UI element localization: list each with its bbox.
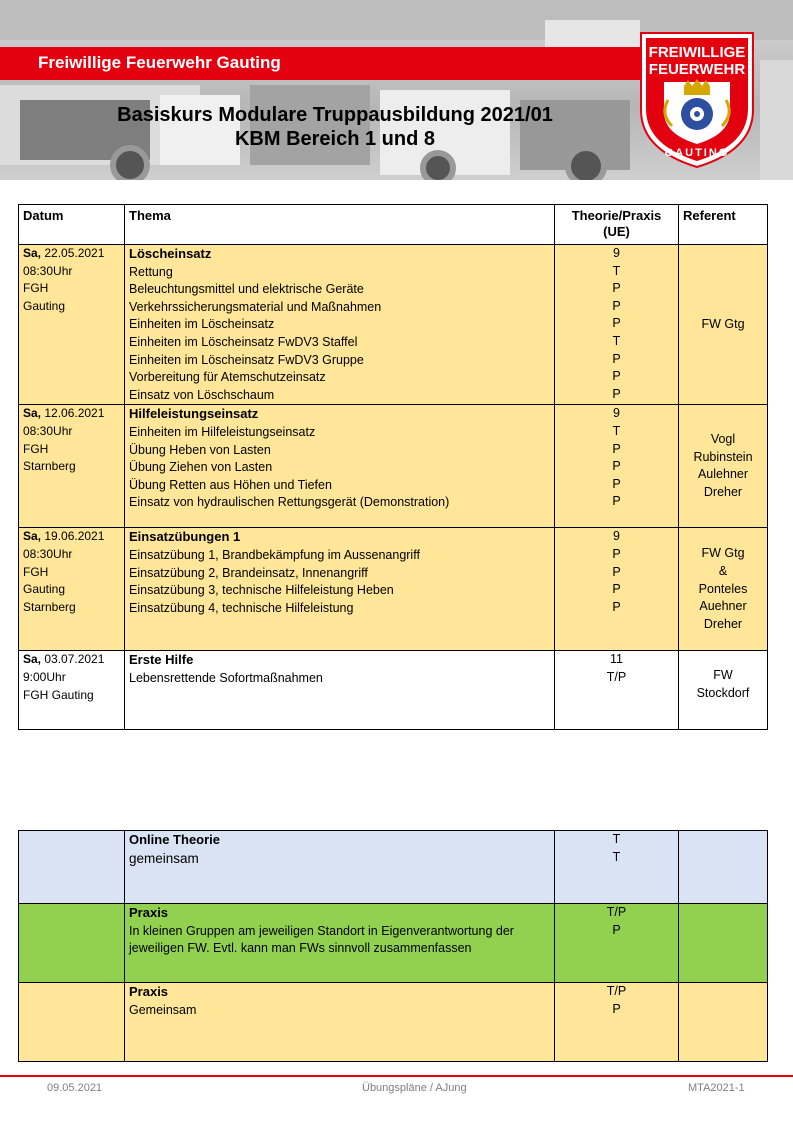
footer-date: 09.05.2021: [47, 1082, 103, 1094]
session-referent-cell: [679, 651, 768, 730]
session-tp-cell: [555, 405, 679, 528]
legend-title: Online Theorie: [129, 832, 221, 847]
referent-name: Auehner: [699, 599, 747, 614]
topic-item: Verkehrssicherungsmaterial und Maßnahmen: [129, 299, 382, 314]
session-place: Gauting: [23, 582, 66, 597]
session-date: 19.06.2021: [41, 529, 105, 544]
session-tp-cell: [555, 245, 679, 405]
session-ue: 11: [610, 652, 623, 667]
footer-doc-id: MTA2021-1: [688, 1082, 745, 1094]
topic-item: Beleuchtungsmittel und elektrische Geräte: [129, 282, 364, 297]
header-tp-line2: (UE): [603, 224, 630, 239]
legend-title: Praxis: [129, 905, 169, 920]
session-topic-cell: [125, 528, 555, 651]
session-date-cell: [19, 651, 125, 730]
topic-item: Einheiten im Löscheinsatz FwDV3 Gruppe: [129, 352, 364, 367]
session-referent-cell: [679, 405, 768, 528]
session-day: Sa,: [23, 529, 42, 544]
session-referent-cell: [679, 245, 768, 405]
legend-empty-cell: [679, 831, 768, 904]
legend-title: Praxis: [129, 984, 169, 999]
session-day: Sa,: [23, 652, 42, 667]
tp-value: T/P: [606, 905, 627, 919]
session-place: Starnberg: [23, 599, 76, 614]
tp-value: T: [612, 263, 621, 278]
topic-item: Einheiten im Hilfeleistungseinsatz: [129, 424, 316, 439]
tp-value: T: [612, 423, 621, 438]
topic-item: Einsatzübung 4, technische Hilfeleistung: [129, 600, 354, 615]
session-place: Gauting: [23, 298, 66, 313]
referent-name: FW Gtg: [701, 546, 745, 561]
referent-name: Dreher: [703, 484, 743, 499]
tp-value: P: [612, 441, 621, 456]
title-line-2: KBM Bereich 1 und 8: [234, 128, 436, 150]
referent-name: &: [718, 563, 728, 578]
header-theorie-praxis: [555, 205, 679, 245]
logo-text-bottom: GAUTING: [664, 147, 730, 159]
legend-tp-cell: [555, 904, 679, 983]
referent-name: Rubinstein: [693, 449, 753, 464]
tp-value: T/P: [606, 669, 627, 684]
referent-name: Stockdorf: [696, 685, 750, 700]
legend-tp-cell: [555, 983, 679, 1062]
topic-item: Einsatz von hydraulischen Rettungsgerät (Demonstration): [129, 495, 450, 510]
tp-value: T: [612, 333, 621, 348]
table-header-row: [19, 205, 768, 245]
tp-value: T: [612, 832, 621, 846]
table-row: [19, 528, 768, 651]
session-ue: 9: [613, 406, 620, 421]
session-date: 03.07.2021: [41, 652, 105, 667]
session-date: 22.05.2021: [41, 246, 105, 260]
referent-name: Dreher: [703, 616, 743, 631]
tp-value: P: [612, 351, 621, 366]
tp-value: P: [612, 922, 621, 937]
session-title: Löscheinsatz: [129, 246, 212, 261]
tp-value: P: [612, 281, 621, 296]
referent-name: Ponteles: [698, 581, 748, 596]
legend-empty-cell: [19, 983, 125, 1062]
organization-name: Freiwillige Feuerwehr Gauting: [38, 53, 281, 72]
tp-value: P: [612, 316, 621, 331]
legend-empty-cell: [19, 831, 125, 904]
session-date: 12.06.2021: [41, 406, 105, 421]
topic-item: Einsatzübung 3, technische Hilfeleistung Heben: [129, 583, 394, 598]
session-date-cell: [19, 405, 125, 528]
title-line-1: Basiskurs Modulare Truppausbildung 2021/01: [117, 104, 553, 126]
tp-value: P: [612, 1001, 621, 1016]
table-row: [19, 405, 768, 528]
session-time: 9:00Uhr: [23, 669, 66, 684]
session-referent-cell: [679, 528, 768, 651]
fire-brigade-shield-logo: [638, 30, 756, 170]
topic-item: Einheiten im Löscheinsatz FwDV3 Staffel: [129, 334, 358, 349]
header-tp-line1: Theorie/Praxis: [571, 208, 662, 223]
tp-value: T/P: [606, 984, 627, 998]
legend-text-cell: [125, 983, 555, 1062]
legend-tp-cell: [555, 831, 679, 904]
logo-text-mid: FEUERWEHR: [648, 61, 746, 78]
topic-item: Einsatz von Löschschaum: [129, 387, 275, 402]
referent-name: FW: [713, 668, 733, 683]
session-time: 08:30Uhr: [23, 423, 73, 438]
legend-text: Gemeinsam: [129, 1002, 197, 1017]
session-topic-cell: [125, 245, 555, 405]
legend-table: [18, 830, 768, 1062]
topic-item: Übung Ziehen von Lasten: [129, 460, 273, 475]
session-day: Sa,: [23, 246, 42, 260]
tp-value: P: [612, 386, 621, 401]
legend-empty-cell: [679, 904, 768, 983]
table-row: [19, 245, 768, 405]
legend-text: In kleinen Gruppen am jeweiligen Standort in Eigenverantwortung der jeweiligen FW. Evtl. kann man FWs sinnvoll zusammenfassen: [129, 923, 514, 956]
topic-item: Übung Retten aus Höhen und Tiefen: [129, 477, 332, 492]
legend-empty-cell: [19, 904, 125, 983]
session-place: FGH: [23, 441, 49, 456]
topic-item: Vorbereitung für Atemschutzeinsatz: [129, 370, 326, 385]
session-ue: 9: [613, 246, 620, 260]
session-date-cell: [19, 245, 125, 405]
legend-row-praxis-groups: [19, 904, 768, 983]
referent-name: FW Gtg: [701, 316, 745, 331]
legend-empty-cell: [679, 983, 768, 1062]
legend-row-praxis-joint: [19, 983, 768, 1062]
session-place: FGH: [23, 564, 49, 579]
session-topic-cell: [125, 651, 555, 730]
legend-row-online: [19, 831, 768, 904]
session-time: 08:30Uhr: [23, 263, 73, 278]
tp-value: P: [612, 369, 621, 384]
session-title: Erste Hilfe: [129, 652, 194, 668]
referent-name: Aulehner: [697, 467, 749, 482]
header-datum: Datum: [19, 205, 125, 245]
topic-item: Einheiten im Löscheinsatz: [129, 317, 275, 332]
schedule-table: [18, 204, 768, 730]
tp-value: P: [612, 459, 621, 474]
footer-center-text: Übungspläne / AJung: [362, 1082, 467, 1094]
session-tp-cell: [555, 528, 679, 651]
topic-item: Einsatzübung 2, Brandeinsatz, Innenangriff: [129, 565, 368, 580]
session-title: Einsatzübungen 1: [129, 529, 241, 545]
tp-value: P: [612, 298, 621, 313]
logo-text-top: FREIWILLIGE: [648, 44, 746, 61]
legend-text-cell: [125, 831, 555, 904]
session-tp-cell: [555, 651, 679, 730]
table-row: [19, 651, 768, 730]
session-day: Sa,: [23, 406, 42, 421]
session-place: Starnberg: [23, 459, 76, 474]
legend-text-cell: [125, 904, 555, 983]
topic-item: Rettung: [129, 264, 173, 279]
session-ue: 9: [613, 529, 620, 544]
session-date-cell: [19, 528, 125, 651]
tp-value: P: [612, 476, 621, 491]
tp-value: T: [612, 849, 621, 864]
header-thema: Thema: [125, 205, 555, 245]
referent-name: Vogl: [710, 432, 736, 447]
tp-value: P: [612, 494, 621, 509]
tp-value: P: [612, 546, 621, 561]
header-referent: Referent: [679, 205, 768, 245]
tp-value: P: [612, 582, 621, 597]
session-time: 08:30Uhr: [23, 546, 73, 561]
topic-item: Lebensrettende Sofortmaßnahmen: [129, 670, 323, 685]
tp-value: P: [612, 564, 621, 579]
tp-value: P: [612, 599, 621, 614]
legend-text: gemeinsam: [129, 850, 199, 866]
session-place: FGH: [23, 281, 49, 296]
topic-item: Einsatzübung 1, Brandbekämpfung im Aussenangriff: [129, 547, 420, 562]
session-title: Hilfeleistungseinsatz: [129, 406, 259, 422]
document-title: [40, 103, 630, 152]
topic-item: Übung Heben von Lasten: [129, 442, 271, 457]
session-topic-cell: [125, 405, 555, 528]
footer-divider: [0, 1075, 793, 1077]
session-place: FGH Gauting: [23, 687, 94, 702]
crown-icon: [684, 86, 710, 95]
